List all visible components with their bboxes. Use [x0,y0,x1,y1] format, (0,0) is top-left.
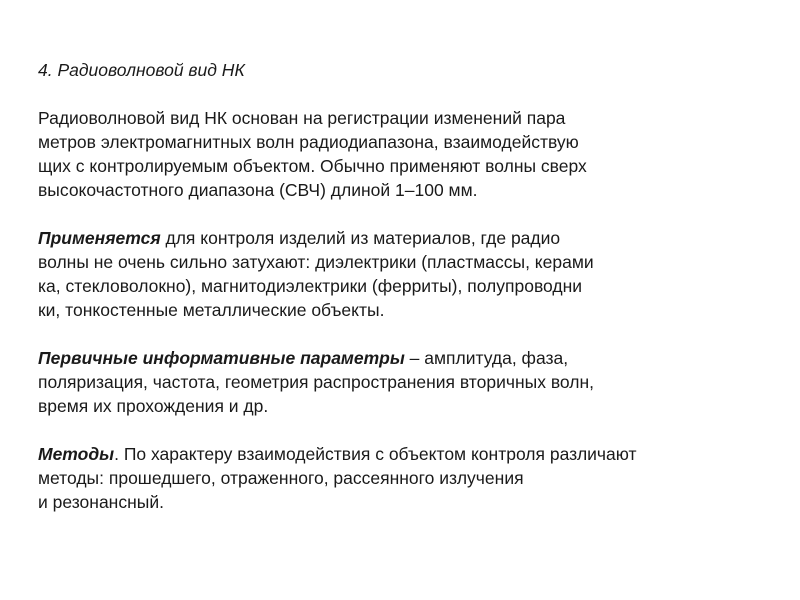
paragraph-line: ки, тонкостенные металлические объекты. [38,300,385,320]
paragraph-principle [38,106,778,202]
paragraph-text: . По характеру взаимодействия с объектом контроля различают [114,444,637,464]
paragraph-text: – амплитуда, фаза, [404,348,569,368]
paragraph-line: ка, стекловолокно), магнитодиэлектрики (ферриты), полупроводни [38,276,583,296]
paragraph-line: высокочастотного диапазона (СВЧ) длиной 1–100 мм. [38,180,478,200]
paragraph-line: щих с контролируемым объектом. Обычно применяют волны сверх [38,156,587,176]
paragraph-line [38,442,778,466]
paragraph-line [38,226,778,250]
paragraph-line: волны не очень сильно затухают: диэлектрики (пластмассы, керами [38,252,594,272]
paragraph-line: время их прохождения и др. [38,396,269,416]
paragraph-line [38,346,778,370]
paragraph-line: Радиоволновой вид НК основан на регистрации изменений пара [38,108,566,128]
paragraph-parameters [38,346,778,418]
paragraph-line: метров электромагнитных волн радиодиапазона, взаимодействую [38,132,579,152]
section-heading: 4. Радиоволновой вид НК [38,60,245,80]
paragraph-line: поляризация, частота, геометрия распространения вторичных волн, [38,372,595,392]
slide-content [38,58,778,514]
term-parameters: Первичные информативные параметры [38,348,405,368]
paragraph-text: для контроля изделий из материалов, где радио [160,228,561,248]
paragraph-line: и резонансный. [38,492,164,512]
term-methods: Методы [38,444,115,464]
paragraph-methods [38,442,778,514]
term-application: Применяется [38,228,161,248]
paragraph-application [38,226,778,322]
paragraph-line: методы: прошедшего, отраженного, рассеянного излучения [38,468,524,488]
